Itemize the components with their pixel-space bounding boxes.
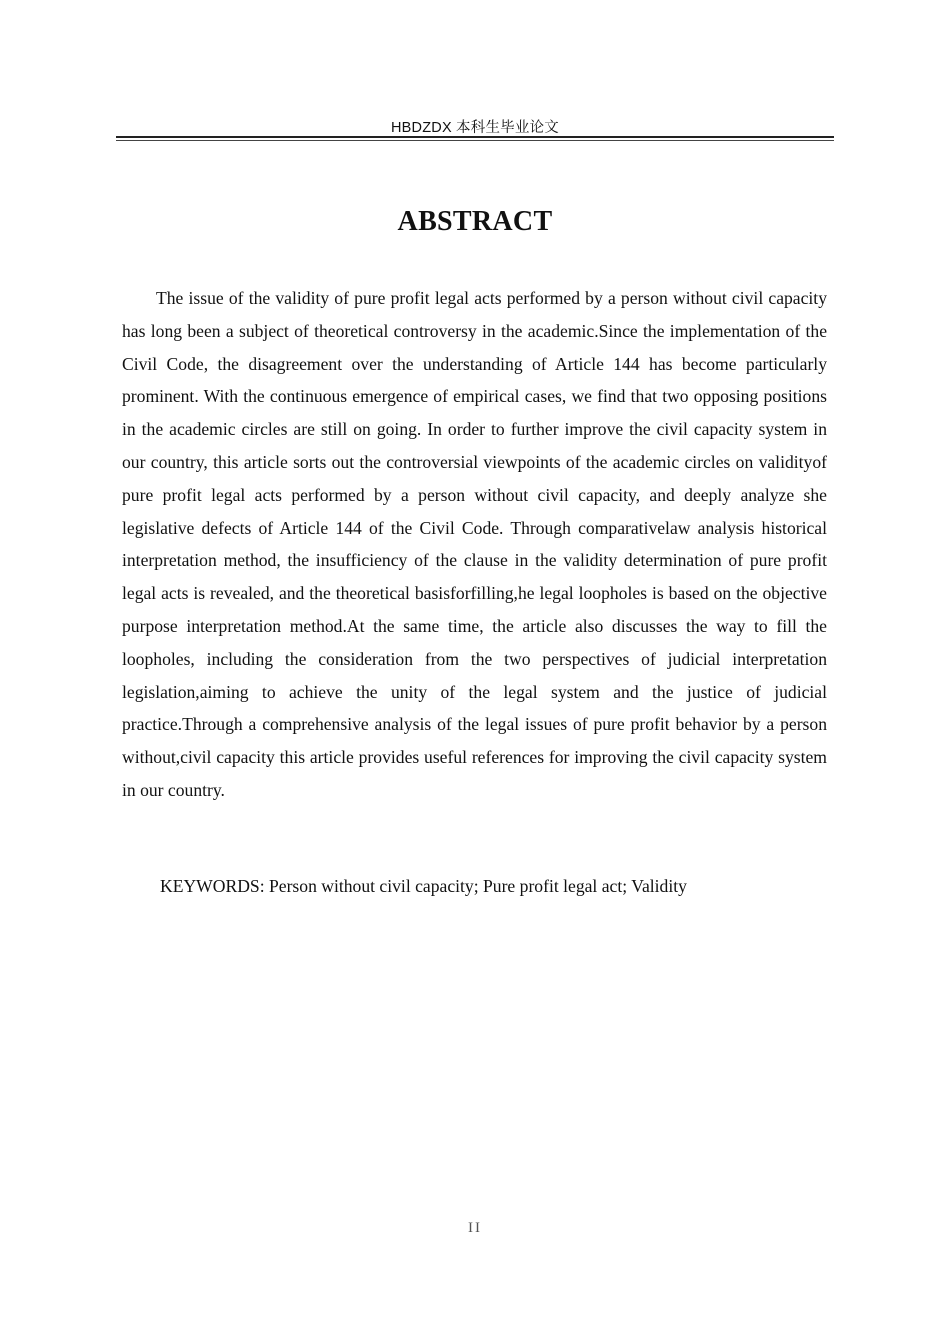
header-rule-thin — [116, 140, 834, 141]
page-header — [116, 114, 834, 140]
header-rule-thick — [116, 136, 834, 138]
abstract-body: The issue of the validity of pure profit legal acts performed by a person without civil capacity has long been a subject of theoretical controversy in the academic.Since the implementation of the Civil Code, the disagreement over the understanding of Article 144 has become particularly prominent. With the continuous emergence of empirical cases, we find that two opposing positions in the academic circles are still on going. In order to further improve the civil capacity system in our country, this article sorts out the controversial viewpoints of the academic circles on validityof pure profit legal acts performed by a person without civil capacity, and deeply analyze she legislative defects of Article 144 of the Civil Code. Through comparativelaw analysis historical interpretation method, the insufficiency of the clause in the validity determination of pure profit legal acts is revealed, and the theoretical basisforfilling,he legal loopholes is based on the objective purpose interpretation method.At the same time, the article also discusses the way to fill the loopholes, including the consideration from the two perspectives of judicial interpretation legislation,aiming to achieve the unity of the legal system and the justice of judicial practice.Through a comprehensive analysis of the legal issues of pure profit behavior by a person without,civil capacity this article provides useful references for improving the civil capacity system in our country. — [122, 288, 827, 800]
abstract-title: ABSTRACT — [397, 206, 553, 237]
header-title: HBDZDX 本科生毕业论文 — [391, 120, 559, 136]
keywords-line: KEYWORDS: Person without civil capacity; Pure profit legal act; Validity — [160, 876, 687, 896]
page-number: II — [468, 1220, 482, 1236]
